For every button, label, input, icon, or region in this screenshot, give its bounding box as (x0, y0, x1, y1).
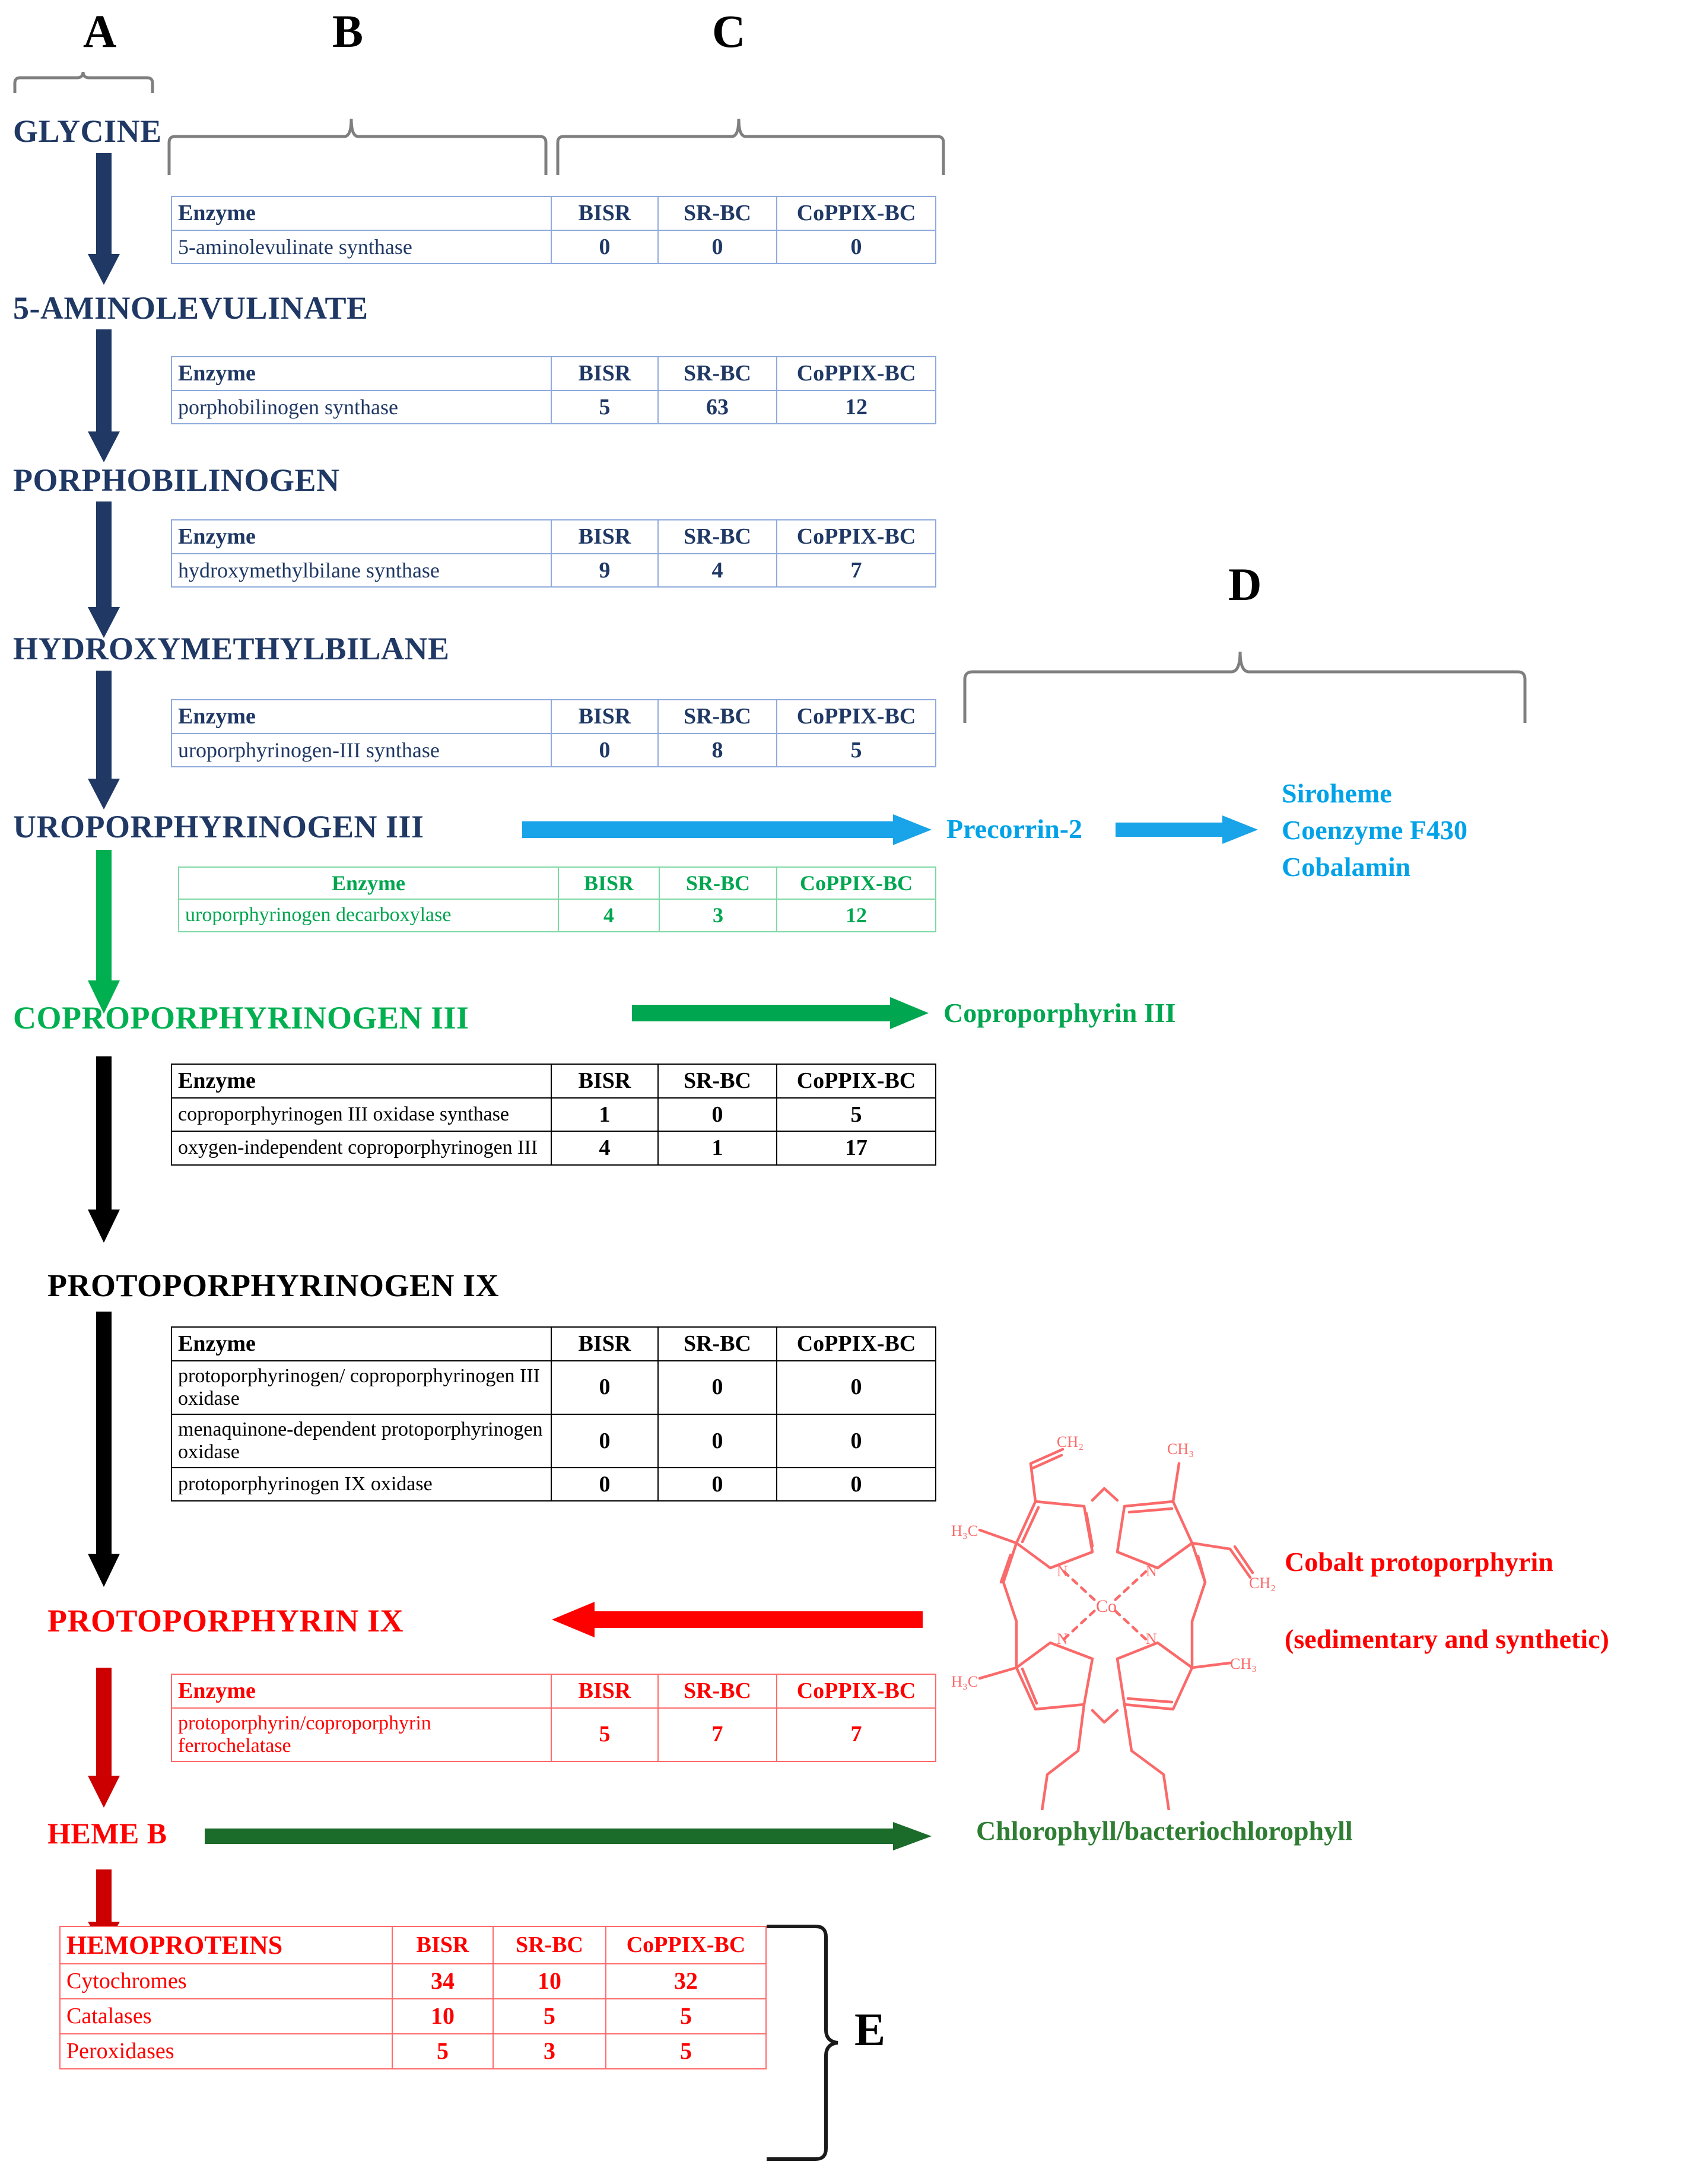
table-hmb-synthase (171, 519, 936, 588)
col-srbc: SR-BC (493, 1926, 606, 1964)
cell-bisr: 0 (551, 1468, 658, 1502)
cell-coppixbc: 5 (606, 2034, 766, 2069)
cell-bisr: 10 (392, 1999, 493, 2034)
cell-coppixbc: 0 (777, 230, 936, 264)
table-header-row (171, 1674, 936, 1708)
col-bisr: BISR (551, 196, 658, 230)
label-ch2-r: CH₂ (1249, 1574, 1276, 1592)
brace-b (166, 113, 552, 178)
col-enzyme: Enzyme (171, 700, 551, 734)
cell-enzyme-name: uroporphyrinogen decarboxylase (179, 899, 558, 931)
col-hemoproteins: HEMOPROTEINS (60, 1926, 392, 1964)
table-ferrochelatase (171, 1674, 936, 1762)
arrow-proto9-to-hemeb (83, 1668, 125, 1810)
table-header-row (60, 1926, 766, 1964)
panel-label-a: A (83, 5, 117, 57)
cell-coppixbc: 12 (777, 899, 936, 931)
cell-bisr: 0 (551, 1361, 658, 1414)
cell-enzyme-name: menaquinone-dependent protoporphyrinogen oxidase (171, 1414, 551, 1468)
metabolite-5-aminolevulinate: 5-AMINOLEVULINATE (13, 290, 368, 326)
arrow-glycine-to-ala (83, 153, 125, 288)
cell-coppixbc: 7 (777, 554, 936, 588)
cell-enzyme-name: protoporphyrin/coproporphyrin ferrochelatase (171, 1708, 551, 1761)
branch-coenzyme-f430: Coenzyme F430 (1282, 815, 1467, 845)
table-pbg-synthase (171, 356, 936, 424)
table-row (179, 899, 936, 931)
brace-d (961, 647, 1531, 724)
cell-bisr: 0 (551, 230, 658, 264)
cell-enzyme-name: protoporphyrinogen IX oxidase (171, 1468, 551, 1502)
cell-srbc: 5 (493, 1999, 606, 2034)
arrow-hmb-to-uro3 (83, 671, 125, 813)
arrow-uro3-to-copro3 (83, 850, 125, 1016)
atom-n-ul: N (1057, 1563, 1068, 1580)
cell-bisr: 4 (551, 1131, 658, 1165)
table-header-row (171, 1064, 936, 1098)
table-row (60, 2034, 766, 2069)
cell-srbc: 4 (658, 554, 777, 588)
col-bisr: BISR (551, 1064, 658, 1098)
cell-enzyme-name: 5-aminolevulinate synthase (171, 230, 551, 264)
cell-coppixbc: 32 (606, 1964, 766, 1999)
cell-srbc: 0 (658, 1468, 777, 1502)
table-copro-oxidase (171, 1064, 936, 1166)
brace-a (12, 62, 160, 98)
brace-e (760, 1923, 860, 2172)
metabolite-porphobilinogen: PORPHOBILINOGEN (13, 462, 340, 498)
table-header-row (171, 1327, 936, 1361)
col-enzyme: Enzyme (171, 520, 551, 554)
cell-coppixbc: 0 (777, 1414, 936, 1468)
cell-bisr: 1 (551, 1098, 658, 1132)
branch-cobalt-protoporphyrin: Cobalt protoporphyrin (1285, 1547, 1553, 1577)
col-srbc: SR-BC (658, 357, 777, 391)
metabolite-glycine: GLYCINE (13, 113, 162, 149)
branch-chlorophyll: Chlorophyll/bacteriochlorophyll (976, 1815, 1353, 1846)
cell-srbc: 1 (658, 1131, 777, 1165)
cell-bisr: 0 (551, 734, 658, 767)
brace-c (555, 113, 949, 178)
metabolite-coproporphyrinogen-iii: COPROPORPHYRINOGEN III (13, 1000, 469, 1036)
cell-enzyme-name: porphobilinogen synthase (171, 391, 551, 424)
arrow-coppix-to-proto9 (552, 1599, 926, 1641)
cell-coppixbc: 0 (777, 1468, 936, 1502)
cell-coppixbc: 0 (777, 1361, 936, 1414)
cell-enzyme-name: protoporphyrinogen/ coproporphyrinogen III oxidase (171, 1361, 551, 1414)
cell-srbc: 3 (493, 2034, 606, 2069)
cell-srbc: 0 (658, 1361, 777, 1414)
cell-enzyme-name: uroporphyrinogen-III synthase (171, 734, 551, 767)
col-coppixbc: CoPPIX-BC (777, 1327, 936, 1361)
cell-hemoprotein-name: Catalases (60, 1999, 392, 2034)
table-header-row (171, 700, 936, 734)
col-srbc: SR-BC (659, 867, 777, 899)
table-row (171, 1131, 936, 1165)
table-row (171, 1708, 936, 1761)
col-coppixbc: CoPPIX-BC (777, 196, 936, 230)
table-header-row (171, 196, 936, 230)
col-srbc: SR-BC (658, 1327, 777, 1361)
cell-enzyme-name: hydroxymethylbilane synthase (171, 554, 551, 588)
col-enzyme: Enzyme (179, 867, 558, 899)
arrow-uro3-to-precorrin2 (522, 812, 938, 847)
atom-n-ll: N (1057, 1630, 1068, 1647)
atom-co: Co (1096, 1596, 1117, 1616)
col-bisr: BISR (551, 700, 658, 734)
cell-srbc: 10 (493, 1964, 606, 1999)
panel-label-d: D (1228, 558, 1262, 610)
col-enzyme: Enzyme (171, 1064, 551, 1098)
col-bisr: BISR (551, 357, 658, 391)
arrow-copro3-to-protogen9 (83, 1056, 125, 1246)
metabolite-protoporphyrin-ix: PROTOPORPHYRIN IX (47, 1603, 404, 1639)
branch-siroheme: Siroheme (1282, 778, 1392, 808)
arrow-precorrin2-to-tetrapyrroles (1116, 814, 1264, 846)
cobalt-protoporphyrin-structure (946, 1430, 1279, 1810)
table-row (171, 554, 936, 588)
col-enzyme: Enzyme (171, 196, 551, 230)
label-ch3-ur: CH₃ (1167, 1440, 1194, 1458)
label-ch2-ul: CH₂ (1057, 1433, 1084, 1450)
metabolite-uroporphyrinogen-iii: UROPORPHYRINOGEN III (13, 809, 424, 845)
table-row (171, 230, 936, 264)
arrow-hemeb-to-chlorophyll (205, 1821, 935, 1852)
cell-srbc: 0 (658, 1098, 777, 1132)
col-bisr: BISR (551, 1327, 658, 1361)
cell-srbc: 0 (658, 1414, 777, 1468)
col-bisr: BISR (392, 1926, 493, 1964)
table-row (60, 1999, 766, 2034)
col-coppixbc: CoPPIX-BC (777, 1064, 936, 1098)
table-uro3-synthase (171, 699, 936, 767)
col-srbc: SR-BC (658, 520, 777, 554)
col-coppixbc: CoPPIX-BC (606, 1926, 766, 1964)
cell-enzyme-name: coproporphyrinogen III oxidase synthase (171, 1098, 551, 1132)
cell-coppixbc: 7 (777, 1708, 936, 1761)
cell-srbc: 8 (658, 734, 777, 767)
cell-hemoprotein-name: Cytochromes (60, 1964, 392, 1999)
metabolite-hydroxymethylbilane: HYDROXYMETHYLBILANE (13, 631, 450, 666)
panel-label-e: E (854, 2004, 886, 2055)
table-header-row (171, 520, 936, 554)
metabolite-heme-b: HEME B (47, 1817, 167, 1850)
cell-coppixbc: 17 (777, 1131, 936, 1165)
atom-n-ur: N (1146, 1563, 1157, 1580)
cell-hemoprotein-name: Peroxidases (60, 2034, 392, 2069)
label-ch3-lr: CH₃ (1230, 1655, 1257, 1672)
table-header-row (179, 867, 936, 899)
cell-bisr: 5 (392, 2034, 493, 2069)
col-enzyme: Enzyme (171, 1674, 551, 1708)
col-coppixbc: CoPPIX-BC (777, 1674, 936, 1708)
cell-coppixbc: 5 (777, 734, 936, 767)
col-enzyme: Enzyme (171, 357, 551, 391)
atom-n-lr: N (1146, 1630, 1157, 1647)
table-uro-decarboxylase (178, 866, 936, 932)
table-row (171, 1414, 936, 1468)
col-coppixbc: CoPPIX-BC (777, 520, 936, 554)
branch-precorrin-2: Precorrin-2 (946, 814, 1083, 844)
cell-coppixbc: 5 (606, 1999, 766, 2034)
col-coppixbc: CoPPIX-BC (777, 867, 936, 899)
label-h3c-ll: H₃C (951, 1673, 978, 1690)
cell-bisr: 34 (392, 1964, 493, 1999)
cell-bisr: 0 (551, 1414, 658, 1468)
table-row (60, 1964, 766, 1999)
col-bisr: BISR (551, 1674, 658, 1708)
cell-srbc: 3 (659, 899, 777, 931)
col-enzyme: Enzyme (171, 1327, 551, 1361)
col-bisr: BISR (558, 867, 659, 899)
table-row (171, 1468, 936, 1502)
col-bisr: BISR (551, 520, 658, 554)
branch-cobalt-protoporphyrin-note: (sedimentary and synthetic) (1285, 1624, 1609, 1654)
table-ala-synthase (171, 196, 936, 264)
cell-coppixbc: 12 (777, 391, 936, 424)
cell-srbc: 0 (658, 230, 777, 264)
panel-label-b: B (332, 5, 364, 57)
cell-bisr: 9 (551, 554, 658, 588)
arrow-copro3-to-coproporphyrin3 (632, 996, 935, 1030)
metabolite-protoporphyrinogen-ix: PROTOPORPHYRINOGEN IX (47, 1268, 500, 1303)
table-protogen-oxidase (171, 1326, 936, 1502)
label-h3c-ul: H₃C (951, 1522, 978, 1539)
table-row (171, 1098, 936, 1132)
col-srbc: SR-BC (658, 196, 777, 230)
arrow-pbg-to-hmb (83, 501, 125, 642)
cell-bisr: 5 (551, 1708, 658, 1761)
cell-enzyme-name: oxygen-independent coproporphyrinogen III (171, 1131, 551, 1165)
branch-cobalamin: Cobalamin (1282, 852, 1411, 882)
arrow-ala-to-pbg (83, 329, 125, 466)
cell-srbc: 7 (658, 1708, 777, 1761)
col-srbc: SR-BC (658, 1674, 777, 1708)
table-row (171, 391, 936, 424)
cell-bisr: 5 (551, 391, 658, 424)
col-srbc: SR-BC (658, 700, 777, 734)
col-srbc: SR-BC (658, 1064, 777, 1098)
cell-bisr: 4 (558, 899, 659, 931)
cell-coppixbc: 5 (777, 1098, 936, 1132)
table-row (171, 734, 936, 767)
col-coppixbc: CoPPIX-BC (777, 357, 936, 391)
cell-srbc: 63 (658, 391, 777, 424)
panel-label-c: C (712, 5, 746, 57)
table-row (171, 1361, 936, 1414)
arrow-protogen9-to-proto9 (83, 1312, 125, 1591)
col-coppixbc: CoPPIX-BC (777, 700, 936, 734)
table-hemoproteins (59, 1926, 767, 2069)
branch-coproporphyrin-iii: Coproporphyrin III (943, 998, 1176, 1028)
table-header-row (171, 357, 936, 391)
